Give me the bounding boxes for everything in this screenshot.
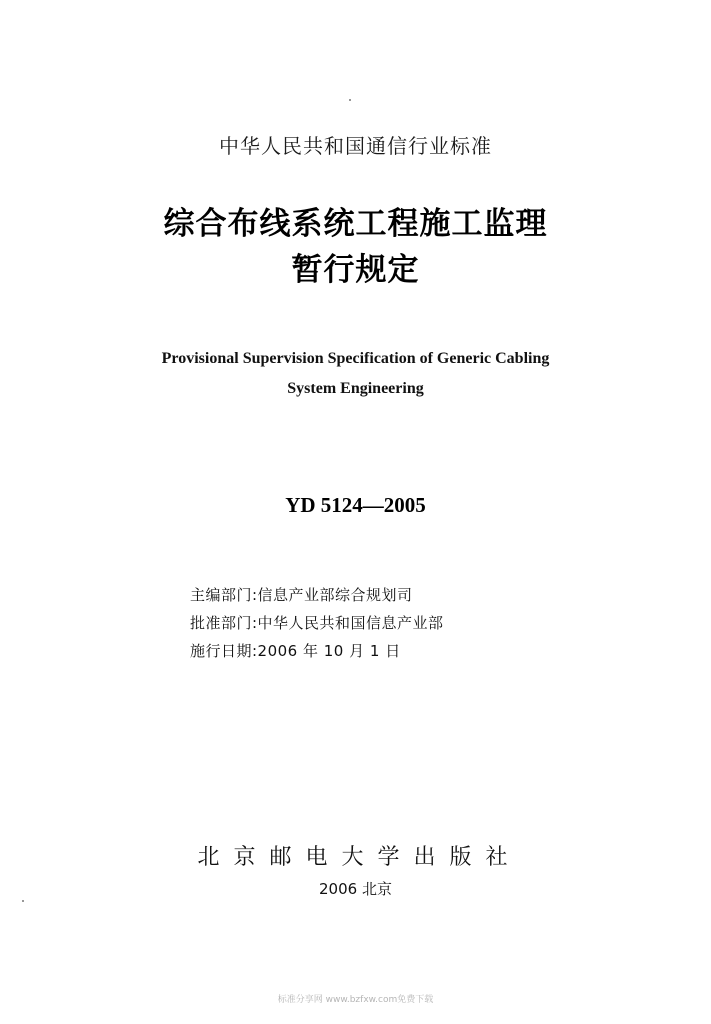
publication-date-place: 2006 北京	[319, 880, 392, 898]
approving-department: 批准部门:中华人民共和国信息产业部	[190, 614, 444, 632]
english-title-line-1: Provisional Supervision Specification of Generic Cabling	[161, 350, 550, 367]
standard-category: 中华人民共和国通信行业标准	[219, 134, 492, 158]
watermark-text: 标准分享网 www.bzfxw.com免费下载	[277, 995, 434, 1005]
standard-code: YD 5124—2005	[285, 493, 426, 517]
publisher-name: 北京邮电大学出版社	[197, 845, 522, 870]
scan-speck	[349, 99, 351, 101]
english-title-line-2: System Engineering	[287, 380, 424, 397]
chinese-title-line-1: 综合布线系统工程施工监理	[163, 206, 548, 242]
editing-department: 主编部门:信息产业部综合规划司	[190, 586, 413, 604]
chinese-title-line-2: 暂行规定	[291, 252, 420, 288]
scan-speck	[22, 900, 24, 902]
effective-date: 施行日期:2006 年 10 月 1 日	[190, 642, 401, 660]
